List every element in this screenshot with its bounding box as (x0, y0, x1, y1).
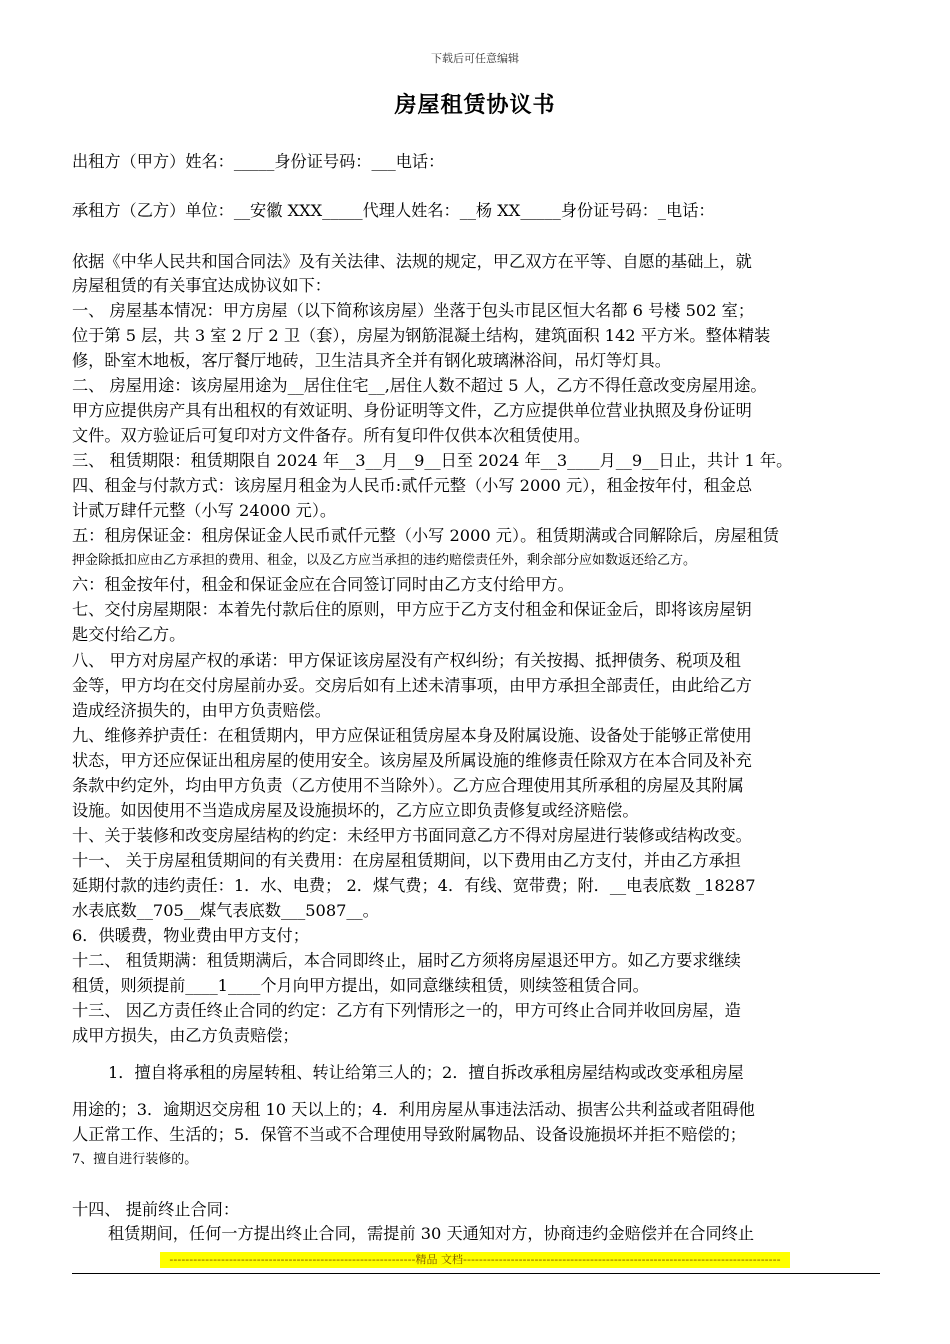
text-line: 十四、 提前终止合同： (72, 1200, 240, 1219)
text-line: 七、交付房屋期限：本着先付款后住的原则，甲方应于乙方支付租金和保证金后，即将该房屋钥 (72, 600, 752, 619)
text-line: 依据《中华人民共和国合同法》及有关法律、法规的规定，甲乙双方在平等、自愿的基础上，就 (72, 252, 752, 271)
text-line: 文件。双方验证后可复印对方文件备存。所有复印件仅供本次租赁使用。 (72, 426, 590, 445)
text-line: 设施。如因使用不当造成房屋及设施损坏的，乙方应立即负责修复或经济赔偿。 (72, 801, 639, 820)
text-line: 八、 甲方对房屋产权的承诺：甲方保证该房屋没有产权纠纷；有关按揭、抵押债务、税项及租 (72, 651, 741, 670)
text-line: 十、关于装修和改变房屋结构的约定：未经甲方书面同意乙方不得对房屋进行装修或结构改变。 (72, 826, 752, 845)
text-line: 租赁期间，任何一方提出终止合同，需提前 30 天通知对方，协商违约金赔偿并在合同终止 (108, 1224, 755, 1243)
text-line: 房屋租赁的有关事宜达成协议如下： (72, 276, 331, 295)
text-line: 人正常工作、生活的；5．保管不当或不合理使用导致附属物品、设备设施损坏并拒不赔偿的； (72, 1125, 746, 1144)
text-line: 7、擅自进行装修的。 (72, 1152, 198, 1167)
text-line: 计贰万肆仟元整（小写 24000 元）。 (72, 501, 337, 520)
text-line: 一、 房屋基本情况：甲方房屋（以下简称该房屋）坐落于包头市昆区恒大名都 6 号楼 502 室； (72, 301, 755, 320)
text-line: 二、 房屋用途：该房屋用途为__居住住宅__,居住人数不超过 5 人，乙方不得任意改变房屋用途。 (72, 376, 767, 395)
text-line: 十三、 因乙方责任终止合同的约定：乙方有下列情形之一的，甲方可终止合同并收回房屋，造 (72, 1001, 741, 1020)
text-line: 成甲方损失，由乙方负责赔偿； (72, 1026, 299, 1045)
text-line: 五：租房保证金：租房保证金人民币贰仟元整（小写 2000 元）。租赁期满或合同解除后，房屋租赁 (72, 526, 780, 545)
text-line: 出租方（甲方）姓名：_____身份证号码：___电话： (72, 152, 445, 171)
text-line: 金等，甲方均在交付房屋前办妥。交房后如有上述未清事项，由甲方承担全部责任，由此给乙方 (72, 676, 752, 695)
text-line: 承租方（乙方）单位：__安徽 XXX_____代理人姓名：__杨 XX_____身份证号码：_电话： (72, 201, 715, 220)
text-line: 6．供暖费，物业费由甲方支付； (72, 926, 309, 945)
text-line: 修，卧室木地板，客厅餐厅地砖，卫生洁具齐全并有钢化玻璃淋浴间，吊灯等灯具。 (72, 351, 671, 370)
text-line: 六：租金按年付，租金和保证金应在合同签订同时由乙方支付给甲方。 (72, 575, 574, 594)
text-line: 十二、 租赁期满：租赁期满后，本合同即终止，届时乙方须将房屋退还甲方。如乙方要求继续 (72, 951, 741, 970)
text-line: 九、维修养护责任：在租赁期内，甲方应保证租赁房屋本身及附属设施、设备处于能够正常使用 (72, 726, 752, 745)
text-line: 三、 租赁期限：租赁期限自 2024 年__3__月__9__日至 2024 年__3____月__9__日止，共计 1 年。 (72, 451, 793, 470)
footer-banner: --------------------------------------------------------------精品 文档-------------------------------------------------------------------------------- (160, 1252, 790, 1268)
text-line: 水表底数__705__煤气表底数___5087__。 (72, 901, 379, 920)
text-line: 租赁，则须提前____1____个月向甲方提出，如同意继续租赁，则续签租赁合同。 (72, 976, 649, 995)
footer-divider (72, 1273, 880, 1274)
text-line: 位于第 5 层，共 3 室 2 厅 2 卫（套），房屋为钢筋混凝土结构，建筑面积 142 平方米。整体精装 (72, 326, 771, 345)
text-line: 条款中约定外，均由甲方负责（乙方使用不当除外）。乙方应合理使用其所承租的房屋及其附属 (72, 776, 744, 795)
document-title: 房屋租赁协议书 (394, 92, 556, 118)
text-line: 用途的；3．逾期迟交房租 10 天以上的；4．利用房屋从事违法活动、损害公共利益或者阻碍他 (72, 1100, 755, 1119)
text-line: 造成经济损失的，由甲方负责赔偿。 (72, 701, 331, 720)
text-line: 甲方应提供房产具有出租权的有效证明、身份证明等文件，乙方应提供单位营业执照及身份证明 (72, 401, 752, 420)
text-line: 押金除抵扣应由乙方承担的费用、租金，以及乙方应当承担的违约赔偿责任外，剩余部分应如数返还给乙方。 (72, 553, 697, 568)
text-line: 状态，甲方还应保证出租房屋的使用安全。该房屋及所属设施的维修责任除双方在本合同及补充 (72, 751, 752, 770)
text-line: 匙交付给乙方。 (72, 625, 186, 644)
text-line: 1．擅自将承租的房屋转租、转让给第三人的；2．擅自拆改承租房屋结构或改变承租房屋 (108, 1063, 744, 1082)
header-note: 下载后可任意编辑 (431, 52, 519, 65)
text-line: 十一、 关于房屋租赁期间的有关费用：在房屋租赁期间，以下费用由乙方支付，并由乙方承担 (72, 851, 741, 870)
text-line: 延期付款的违约责任：1．水、电费； 2．煤气费；4．有线、宽带费；附．__电表底数 _18287 (72, 876, 756, 895)
text-line: 四、租金与付款方式：该房屋月租金为人民币:贰仟元整（小写 2000 元），租金按年付，租金总 (72, 476, 753, 495)
